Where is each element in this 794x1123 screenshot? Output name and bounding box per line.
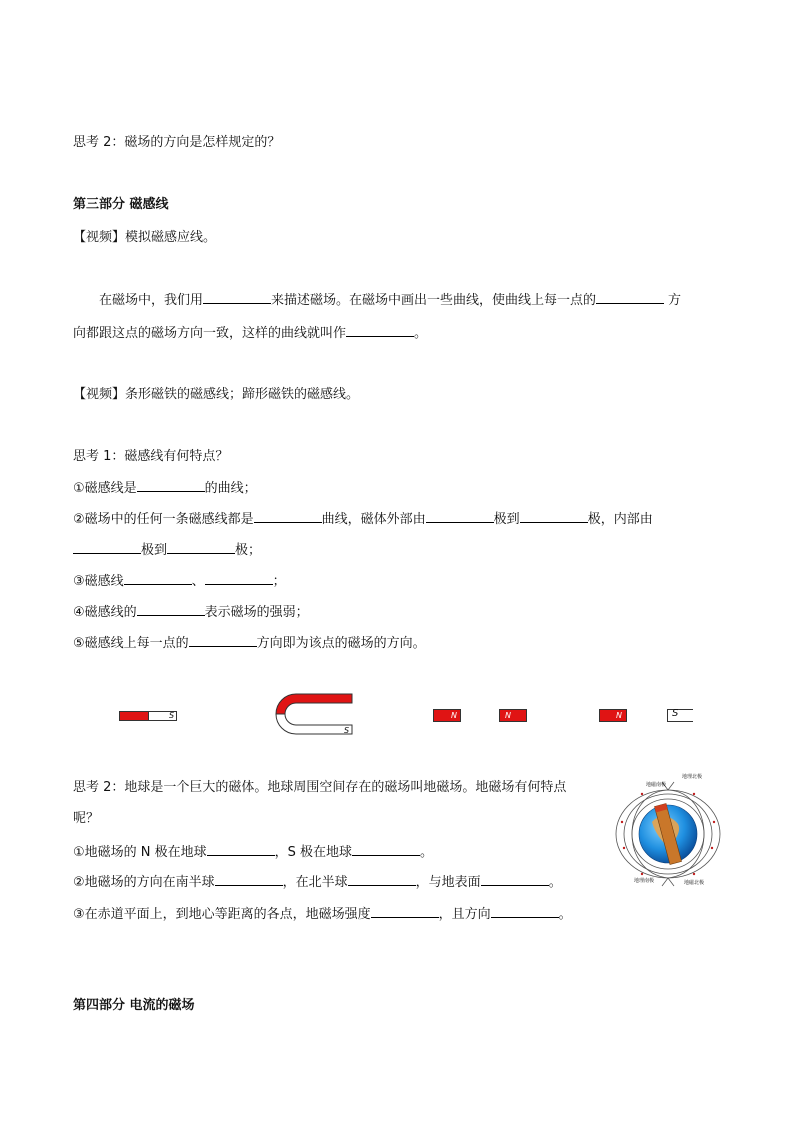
earth-text: 。 xyxy=(420,845,434,860)
paragraph-text: 在磁场中，我们用 xyxy=(99,293,204,308)
fig-label-geo-south: 地理南极 xyxy=(634,878,655,884)
blank[interactable] xyxy=(124,572,192,585)
pole-label-n: N xyxy=(616,711,622,720)
earth-text: ①地磁场的 N 极在地球 xyxy=(73,845,207,860)
blank[interactable] xyxy=(520,510,588,523)
feature-text: ①磁感线是 xyxy=(73,481,137,496)
paragraph-text: 来描述磁场。在磁场中画出一些曲线，使曲线上每一点的 xyxy=(271,293,597,308)
pole-label-n: N xyxy=(451,711,457,720)
blank[interactable] xyxy=(426,510,494,523)
horseshoe-magnet-red-arm xyxy=(276,694,352,714)
earth-question-line-1: 思考 2：地球是一个巨大的磁体。地球周围空间存在的磁场叫地磁场。地磁场有何特点 xyxy=(73,780,567,795)
paragraph-text: 向都跟这点的磁场方向一致，这样的曲线就叫作 xyxy=(73,326,347,341)
blank[interactable] xyxy=(137,603,205,616)
feature-text: 方向即为该点的磁场的方向。 xyxy=(256,636,426,651)
magnet-block-s xyxy=(667,709,693,722)
blank[interactable] xyxy=(137,479,205,492)
feature-line-2b xyxy=(73,541,261,560)
earth-text: ③在赤道平面上，到地心等距离的各点，地磁场强度 xyxy=(73,907,371,922)
earth-field-lines-icon xyxy=(612,772,724,890)
feature-line-5 xyxy=(73,634,426,653)
earth-fill-2 xyxy=(73,873,562,892)
feature-text: ③磁感线 xyxy=(73,574,124,589)
blank[interactable] xyxy=(348,873,416,886)
blank[interactable] xyxy=(73,541,141,554)
blank[interactable] xyxy=(189,634,257,647)
feature-line-1 xyxy=(73,479,257,498)
fig-label-mag-south: 地磁南极 xyxy=(646,782,667,788)
earth-text: ，且方向 xyxy=(438,907,491,922)
feature-line-4 xyxy=(73,603,309,622)
section-title-part3: 第三部分 磁感线 xyxy=(73,197,169,212)
paragraph-text: 。 xyxy=(414,326,428,341)
earth-text: 。 xyxy=(558,907,572,922)
magnet-block-n xyxy=(599,709,627,722)
earth-text: ②地磁场的方向在南半球 xyxy=(73,875,215,890)
bar-magnet xyxy=(119,711,177,721)
earth-magnetic-field-figure xyxy=(612,772,724,890)
pole-label-n: N xyxy=(505,711,511,720)
question-title-features: 思考 1：磁感线有何特点？ xyxy=(73,449,229,464)
blank[interactable] xyxy=(352,843,420,856)
pole-label-s: S xyxy=(169,711,175,720)
pole-label-s: S xyxy=(344,726,350,735)
fig-label-mag-north: 地磁北极 xyxy=(684,880,705,886)
blank[interactable] xyxy=(205,572,273,585)
blank[interactable] xyxy=(207,843,275,856)
blank[interactable] xyxy=(371,905,439,918)
feature-text: ⑤磁感线上每一点的 xyxy=(73,636,189,651)
video-note-1: 【视频】模拟磁感应线。 xyxy=(73,230,217,245)
fig-label-geo-north: 地理北极 xyxy=(682,774,703,780)
pole-label-s: S xyxy=(672,708,679,719)
blank[interactable] xyxy=(203,291,271,304)
feature-text: 曲线，磁体外部由 xyxy=(321,512,426,527)
earth-text: ，在北半球 xyxy=(282,875,348,890)
earth-fill-1 xyxy=(73,843,433,862)
feature-text: 、 xyxy=(191,574,205,589)
blank[interactable] xyxy=(346,324,414,337)
feature-line-2 xyxy=(73,510,653,529)
feature-text: 极； xyxy=(235,543,262,558)
horseshoe-magnet-white-arm xyxy=(276,714,352,734)
feature-text: ②磁场中的任何一条磁感线都是 xyxy=(73,512,254,527)
blank[interactable] xyxy=(596,291,664,304)
section-title-part4: 第四部分 电流的磁场 xyxy=(73,998,195,1013)
blank[interactable] xyxy=(215,873,283,886)
feature-line-3 xyxy=(73,572,286,591)
blank[interactable] xyxy=(491,905,559,918)
feature-text: ④磁感线的 xyxy=(73,605,137,620)
paragraph-line-1 xyxy=(99,291,681,310)
video-note-2: 【视频】条形磁铁的磁感线；蹄形磁铁的磁感线。 xyxy=(73,387,360,402)
earth-fill-3 xyxy=(73,905,572,924)
feature-text: 的曲线； xyxy=(204,481,257,496)
feature-text: 表示磁场的强弱； xyxy=(204,605,309,620)
bar-magnet-north-half xyxy=(119,711,148,721)
blank[interactable] xyxy=(481,873,549,886)
feature-text: 极，内部由 xyxy=(587,512,653,527)
earth-question-line-2: 呢？ xyxy=(73,811,100,826)
earth-text: ，S 极在地球 xyxy=(274,845,353,860)
paragraph-line-2 xyxy=(73,324,427,343)
feature-text: 极到 xyxy=(493,512,520,527)
earth-text: ，与地表面 xyxy=(415,875,481,890)
blank[interactable] xyxy=(167,541,235,554)
question-field-direction: 思考 2：磁场的方向是怎样规定的？ xyxy=(73,135,281,150)
magnet-block-n xyxy=(499,709,527,722)
earth-text: 。 xyxy=(548,875,562,890)
feature-text: 极到 xyxy=(141,543,168,558)
paragraph-text: 方 xyxy=(668,293,682,308)
feature-text: ； xyxy=(272,574,286,589)
blank[interactable] xyxy=(254,510,322,523)
